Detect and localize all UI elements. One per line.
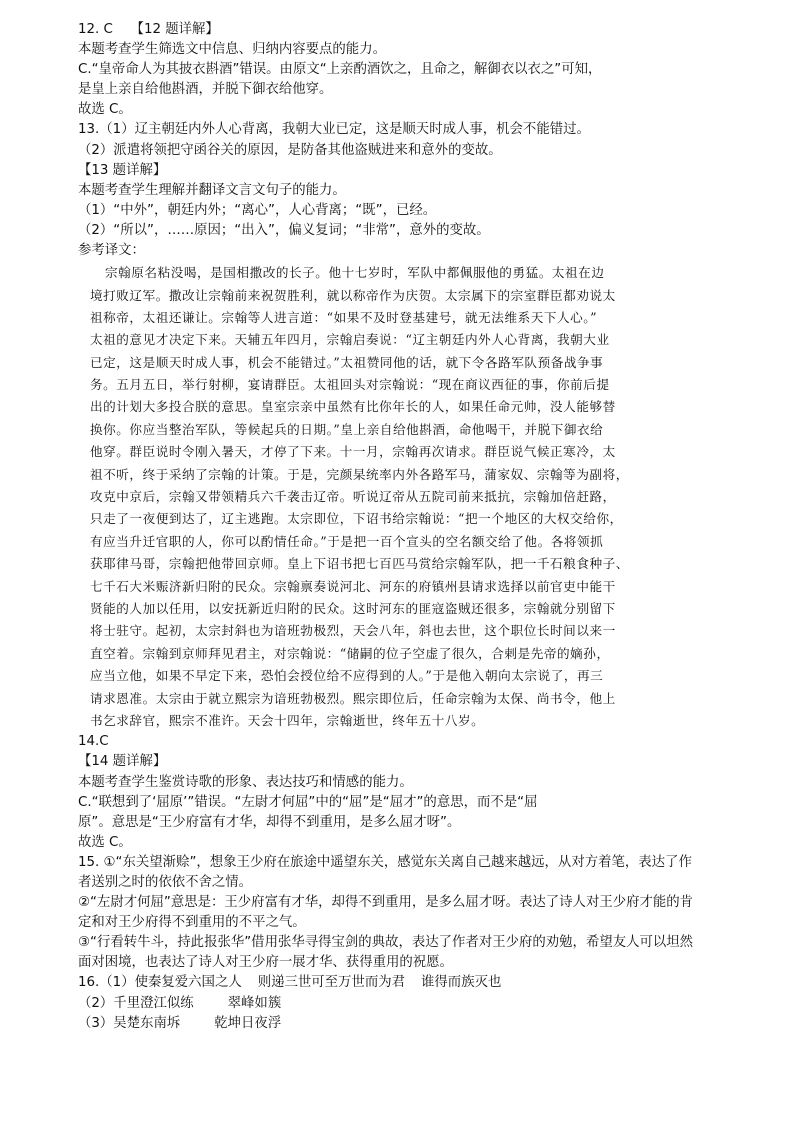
answer-text-line: 定和对王少府得不到重用的不平之气。 <box>78 915 306 931</box>
translation-text-line: 换你。你应当整治军队，等候起兵的日期。”皇上亲自给他斟酒，命他喝干，并脱下御衣给 <box>90 421 604 437</box>
translation-text-line: 宗翰原名粘没喝，是国相撒改的长子。他十七岁时，军队中都佩服他的勇猛。太祖在边 <box>105 265 605 281</box>
translation-text-line: 祖不听，终于采纳了宗翰的计策。于是，完颜杲统率内外各路军马，蒲家奴、宗翰等为副将， <box>90 466 629 482</box>
translation-text-line: 将士驻守。起初，太宗封斜也为谙班勃极烈，天会八年，斜也去世，这个职位长时间以来一 <box>90 623 616 639</box>
translation-text-line: 祖称帝，太祖还谦让。宗翰等人进言道：“如果不及时登基建号，就无法维系天下人心。” <box>90 309 598 325</box>
translation-text-line: 攻克中京后，宗翰又带领精兵六千袭击辽帝。听说辽帝从五院司前来抵抗，宗翰加倍赶路， <box>90 489 616 505</box>
answer-16-2-part-a: （2）千里澄江似练 <box>78 995 194 1011</box>
translation-text-line: 七千石大米赈济新归附的民众。宗翰禀奏说河北、河东的府镇州县请求选择以前官吏中能干 <box>90 578 616 594</box>
answer-text-line: 15. ①“东关望渐赊”，想象王少府在旅途中遥望东关，感觉东关离自己越来越远，从对方着笔，表达了作 <box>78 854 692 870</box>
answer-text-line: 者送别之时的依依不舍之情。 <box>78 874 253 890</box>
answer-text-line: 14.C <box>78 734 109 750</box>
answer-text-line: 【14 题详解】 <box>78 754 167 770</box>
translation-text-line: 已定，这是顺天时成人事，机会不能错过。”太祖赞同他的话，就下令各路军队预备战争事 <box>90 354 604 370</box>
answer-16-line-1 <box>78 973 718 993</box>
answers-14-15-section <box>78 732 718 973</box>
answer-text-line: C.“皇帝命人为其披衣斟酒”错误。由原文“上亲酌酒饮之，且命之，解御衣以衣之”可知， <box>78 62 602 78</box>
translation-text-line: 境打败辽军。撒改让宗翰前来祝贺胜利，就以称帝作为庆贺。太宗属下的宗室群臣都劝说太 <box>90 287 616 303</box>
answer-text-line: 故选 C。 <box>78 102 132 118</box>
answer-text-line: 本题考查学生理解并翻译文言文句子的能力。 <box>78 182 346 198</box>
answer-text-line: 本题考查学生筛选文中信息、归纳内容要点的能力。 <box>78 42 386 58</box>
translation-text-line: 直空着。宗翰到京师拜见君主，对宗翰说：“储嗣的位子空虚了很久，合剌是先帝的嫡孙， <box>90 645 610 661</box>
answer-text-line: （1）“中外”，朝廷内外；“离心”，人心背离；“既”，已经。 <box>78 202 437 218</box>
answer-text-line: 12. C 【12 题详解】 <box>78 22 219 37</box>
answer-text-line: 是皇上亲自给他斟酒，并脱下御衣给他穿。 <box>78 82 333 98</box>
answer-text-line: 故选 C。 <box>78 834 132 850</box>
answer-16-1-part-a: 16.（1）使秦复爱六国之人 <box>78 975 242 991</box>
reference-translation <box>78 262 718 732</box>
answer-16-2-part-b: 翠峰如簇 <box>227 995 282 1011</box>
answer-16-3-part-a: （3）吴楚东南坼 <box>78 1015 181 1031</box>
answer-text-line: 13.（1）辽主朝廷内外人心背离，我朝大业已定，这是顺天时成人事，机会不能错过。 <box>78 122 590 138</box>
answer-text-line: （2）派遣将领把守函谷关的原因，是防备其他盗贼进来和意外的变故。 <box>78 142 502 158</box>
answer-16-line-2 <box>78 994 718 1014</box>
answer-16-3-part-b: 乾坤日夜浮 <box>214 1015 282 1031</box>
answer-text-line: ③“行看转牛斗，持此报张华”借用张华寻得宝剑的典故，表达了作者对王少府的劝勉，希望友人可以坦然 <box>78 935 694 951</box>
translation-text-line: 太祖的意见才决定下来。天辅五年四月，宗翰启奏说：“辽主朝廷内外人心背离，我朝大业 <box>90 332 610 348</box>
translation-text-line: 获耶律马哥，宗翰把他带回京师。皇上下诏书把七百匹马赏给宗翰军队，把一千石粮食种子、 <box>90 556 629 572</box>
translation-text-line: 应当立他，如果不早定下来，恐怕会授位给不应得到的人。”于是他入朝向太宗说了，再三 <box>90 668 604 684</box>
translation-text-line: 出的计划大多投合朕的意思。皇室宗亲中虽然有比你年长的人，如果任命元帅，没人能够替 <box>90 399 616 415</box>
translation-text-line: 书乞求辞官，熙宗不准许。天会十四年，宗翰逝世，终年五十八岁。 <box>90 712 485 728</box>
answers-12-13-section <box>78 20 718 261</box>
answer-16-1-part-c: 谁得而族灭也 <box>421 975 502 991</box>
answer-text-line: 参考译文： <box>78 243 145 259</box>
answer-text-line: 本题考查学生鉴赏诗歌的形象、表达技巧和情感的能力。 <box>78 774 413 790</box>
answer-16-1-part-b: 则递三世可至万世而为君 <box>257 975 406 991</box>
answer-document <box>78 20 718 1034</box>
answer-text-line: 面对困境，也表达了诗人对王少府一展才华、获得重用的祝愿。 <box>78 955 453 971</box>
answer-text-line: ②“左尉才何屈”意思是：王少府富有才华，却得不到重用，是多么屈才呀。表达了诗人对王少府才能的肯 <box>78 895 694 911</box>
answer-text-line: （2）“所以”，……原因；“出入”，偏义复词；“非常”，意外的变故。 <box>78 222 490 238</box>
answer-text-line: C.“联想到了‘屈原’”错误。“左尉才何屈”中的“屈”是“屈才”的意思，而不是“屈 <box>78 794 538 810</box>
translation-text-line: 贤能的人加以任用，以安抚新近归附的民众。这时河东的匪寇盗贼还很多，宗翰就分别留下 <box>90 600 616 616</box>
translation-text-line: 他穿。群臣说时令刚入暑天，才停了下来。十一月，宗翰再次请求。群臣说气候正寒冷，太 <box>90 444 616 460</box>
answer-text-line: 【13 题详解】 <box>78 162 167 178</box>
translation-text-line: 务。五月五日，举行射柳，宴请群臣。太祖回头对宗翰说：“现在商议西征的事，你前后提 <box>90 377 610 393</box>
answer-text-line: 原”。意思是“王少府富有才华，却得不到重用，是多么屈才呀”。 <box>78 814 461 830</box>
answer-16-section <box>78 973 718 1033</box>
translation-text-line: 请求恩准。太宗由于就立熙宗为谙班勃极烈。熙宗即位后，任命宗翰为太保、尚书令，他上 <box>90 690 616 706</box>
translation-text-line: 只走了一夜便到达了，辽主逃跑。太宗即位，下诏书给宗翰说：“把一个地区的大权交给你， <box>90 511 623 527</box>
translation-text-line: 有应当升迁官职的人，你可以酌情任命。”于是把一百个宣头的空名额交给了他。各将领抓 <box>90 533 604 549</box>
answer-16-line-3 <box>78 1014 718 1034</box>
